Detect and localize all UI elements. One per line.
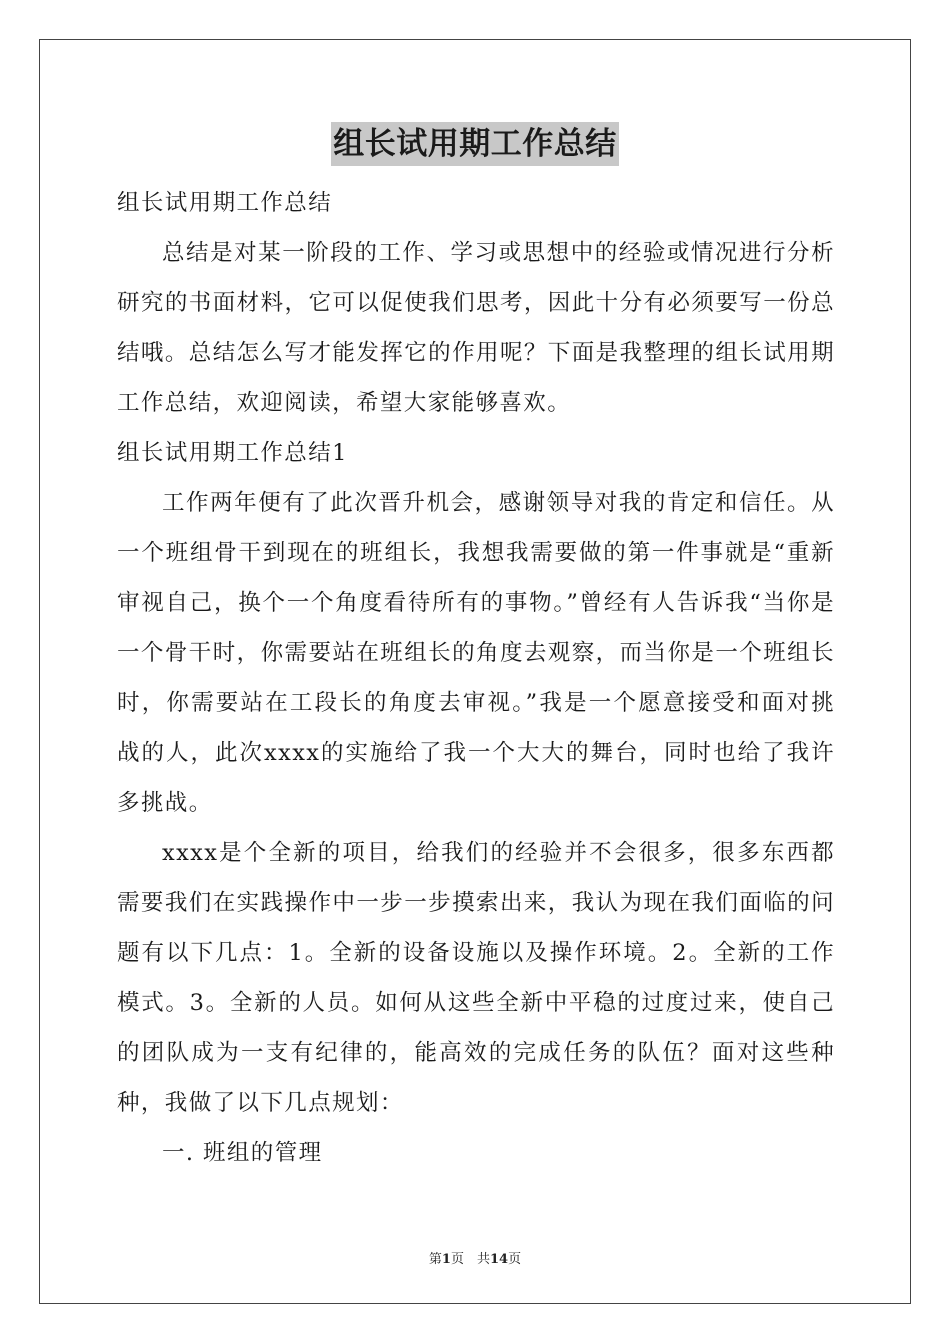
footer-page-number: 1 <box>441 1252 451 1267</box>
footer-suffix: 页 <box>508 1252 522 1267</box>
title-wrap <box>0 122 950 166</box>
document-body <box>117 178 835 1178</box>
document-subtitle: 组长试用期工作总结 <box>117 190 333 216</box>
intro-paragraph: 总结是对某一阶段的工作、学习或思想中的经验或情况进行分析研究的书面材料，它可以促使我们思考，因此十分有必须要写一份总结哦。总结怎么写才能发挥它的作用呢？下面是我整理的组长试用期工作总结，欢迎阅读，希望大家能够喜欢。 <box>117 240 835 416</box>
body-paragraph-2: xxxx是个全新的项目，给我们的经验并不会很多，很多东西都需要我们在实践操作中一步一步摸索出来，我认为现在我们面临的问题有以下几点：1。全新的设备设施以及操作环境。2。全新的工作模式。3。全新的人员。如何从这些全新中平稳的过度过来，使自己的团队成为一支有纪律的，能高效的完成任务的队伍？面对这些种种，我做了以下几点规划： <box>117 840 835 1116</box>
document-title: 组长试用期工作总结 <box>331 122 619 166</box>
footer-total-pages: 14 <box>489 1252 509 1267</box>
footer-mid: 页 共 <box>450 1252 490 1267</box>
section-heading: 组长试用期工作总结1 <box>117 440 348 466</box>
body-paragraph-3: 一. 班组的管理 <box>162 1140 323 1166</box>
page-footer <box>0 1248 950 1267</box>
footer-prefix: 第 <box>428 1252 442 1267</box>
body-paragraph-1: 工作两年便有了此次晋升机会，感谢领导对我的肯定和信任。从一个班组骨干到现在的班组长，我想我需要做的第一件事就是“重新审视自己，换个一个角度看待所有的事物。”曾经有人告诉我“当你是一个骨干时，你需要站在班组长的角度去观察，而当你是一个班组长时，你需要站在工段长的角度去审视。”我是一个愿意接受和面对挑战的人，此次xxxx的实施给了我一个大大的舞台，同时也给了我许多挑战。 <box>117 490 835 816</box>
